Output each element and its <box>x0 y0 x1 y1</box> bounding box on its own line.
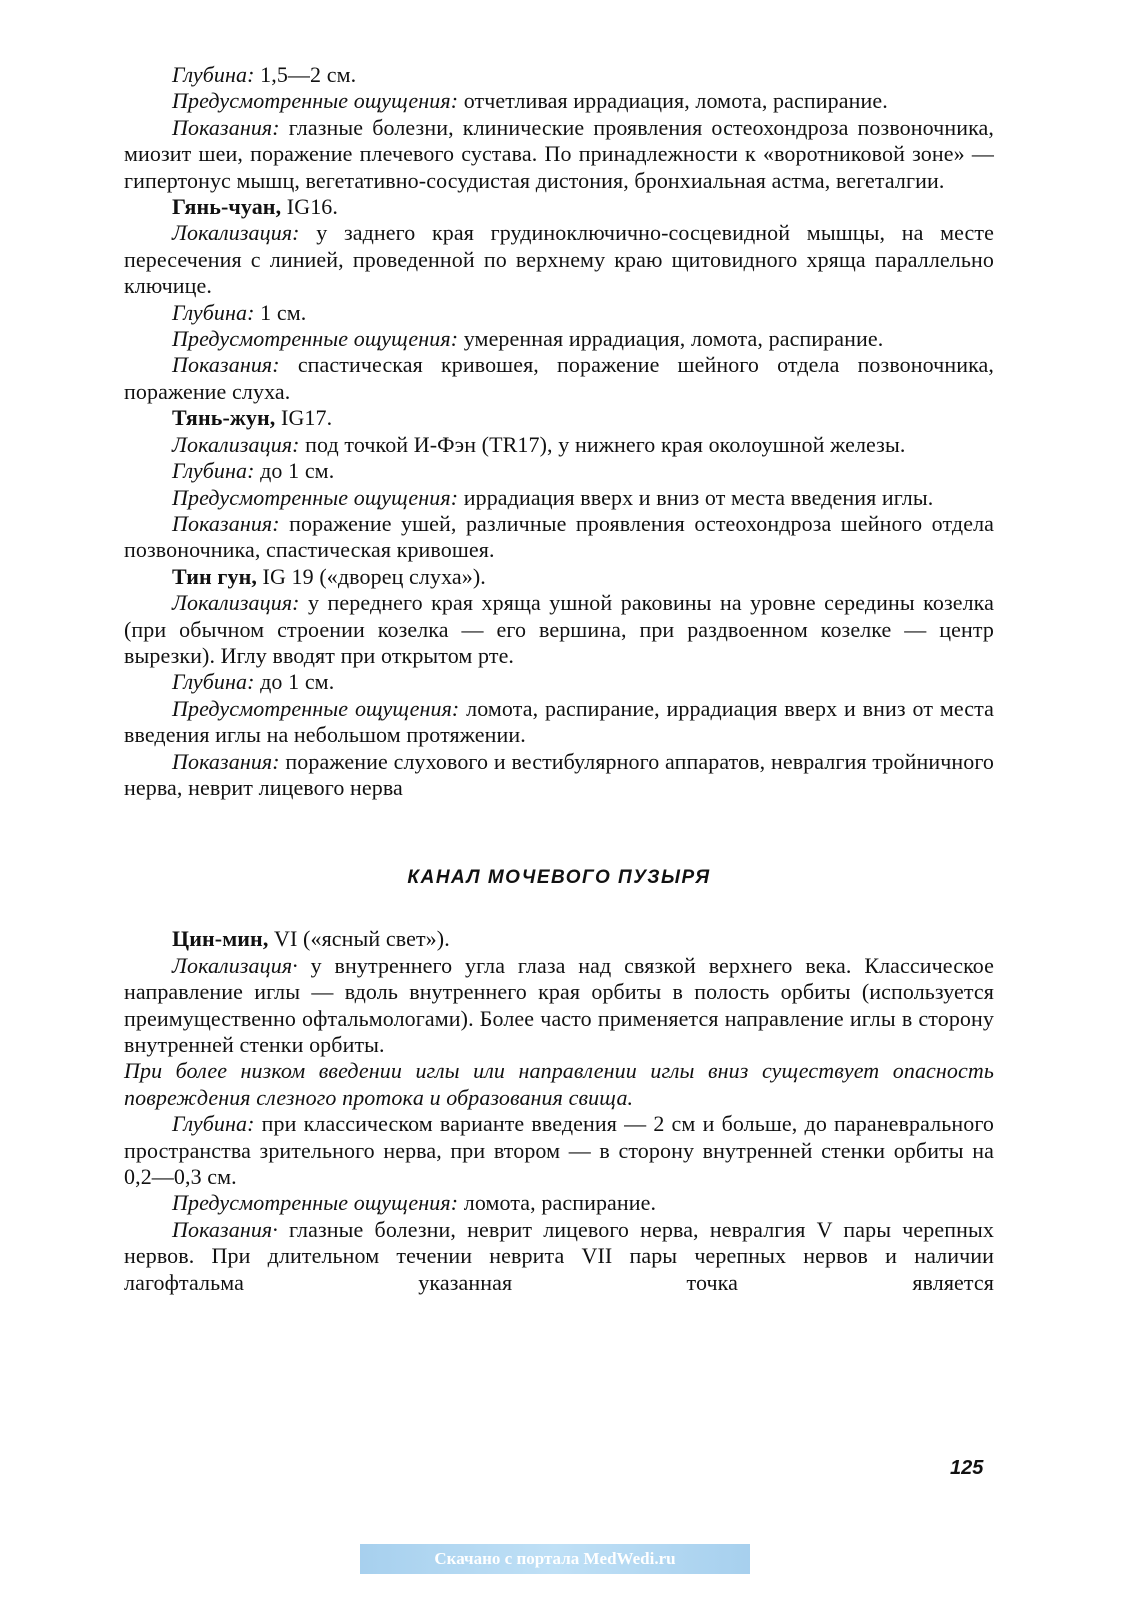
field-label: Показания· <box>172 1216 290 1242</box>
warning-text: При более низком введении иглы или направлении иглы вниз существует опасность повреждения слезного протокa и образования свища. <box>124 1058 994 1110</box>
paragraph-text: глазные болезни, клинические проявления остеохондроза позвоночника, миозит шеи, поражение плечевого сустава. По принадлежности к «воротниковой зоне» — гипертонус мышц, вегетативно-сосудистая дистония, бронхиальная астма, вегеталгии. <box>124 114 994 193</box>
paragraph-text: 1,5—2 см. <box>260 62 357 87</box>
paragraph <box>124 220 994 299</box>
field-label: Глубина: <box>172 669 261 695</box>
field-label: Глубина: <box>172 62 261 87</box>
paragraph-text: отчетливая иррадиация, ломота, распирание. <box>463 88 888 114</box>
point-name: Тин гун, <box>172 563 263 589</box>
field-label: Показания: <box>172 510 290 536</box>
point-name: Гянь-чуан, <box>172 194 287 220</box>
paragraph <box>124 669 994 695</box>
point-name: Тянь-жун, <box>172 405 282 431</box>
field-label: Локализация: <box>172 431 306 457</box>
field-label: Предусмотренные ощущения: <box>172 695 467 721</box>
paragraph-text: IG16. <box>286 194 338 220</box>
paragraph <box>124 115 994 194</box>
paragraph <box>124 1058 994 1111</box>
paragraph <box>124 88 994 114</box>
paragraph-text: ломота, распирание, иррадиация вверх и вниз от места введения иглы на небольшом протяжении. <box>124 695 994 748</box>
paragraph-text: спастическая кривошея, поражение шейного отдела позвоночника, поражение слуха. <box>124 352 994 404</box>
paragraph <box>124 194 994 220</box>
paragraph <box>124 62 994 88</box>
paragraph <box>124 696 994 749</box>
field-label: Глубина: <box>172 1111 262 1137</box>
paragraph <box>124 405 994 431</box>
paragraph <box>124 564 994 590</box>
paragraph <box>124 1190 994 1216</box>
field-label: Показания: <box>172 352 298 378</box>
paragraph <box>124 1217 994 1296</box>
point-name: Цин-мин, <box>172 926 275 952</box>
field-label: Локализация· <box>172 952 311 978</box>
page-body <box>124 62 994 1296</box>
paragraph-text: ломота, распирание. <box>463 1190 657 1216</box>
paragraph <box>124 749 994 802</box>
paragraph-text: умеренная иррадиация, ломота, распирание. <box>463 326 884 352</box>
paragraph <box>124 485 994 511</box>
paragraph <box>124 352 994 405</box>
field-label: Показания: <box>172 114 289 140</box>
paragraph-text: у внутреннего угла глаза над связкой верхнего века. Классическое направление иглы — вдоль внутреннего края орбиты в полость орбиты (используется преимущественно офтальмологами). Более часто применяется направление иглы в сторону внутренней стенки орбиты. <box>124 952 994 1057</box>
paragraph-text: до 1 см. <box>260 458 335 484</box>
paragraph-text: глазные болезни, неврит лицевого нерва, невралгия V пары черепных нервов. При длительном течении неврита VII пары черепных нервов и наличии лагофтальма указанная точка является <box>124 1216 994 1295</box>
field-label: Предусмотренные ощущения: <box>172 484 464 510</box>
paragraph-text: поражение слухового и вестибулярного аппаратов, невралгия тройничного нерва, неврит лицевого нерва <box>124 748 995 800</box>
field-label: Глубина: <box>172 299 261 325</box>
section-small-intestine-points <box>124 62 994 801</box>
paragraph <box>124 326 994 352</box>
paragraph-text: IG 19 («дворец слуха»). <box>262 563 486 589</box>
paragraph-text: под точкой И-Фэн (TR17), у нижнего края околоушной железы. <box>305 431 906 457</box>
field-label: Предусмотренные ощущения: <box>172 88 464 114</box>
section-bladder-points <box>124 926 994 1296</box>
field-label: Локализация: <box>172 590 309 616</box>
field-label: Предусмотренные ощущения: <box>172 326 464 352</box>
paragraph-text: при классическом варианте введения — 2 см и больше, до параневрального пространства зрительного нерва, при втором — в сторону внутренней стенки орбиты на 0,2—0,3 см. <box>124 1111 994 1190</box>
paragraph <box>124 300 994 326</box>
field-label: Глубина: <box>172 458 261 484</box>
paragraph-text: у заднего края грудиноключично-сосцевидной мышцы, на месте пересечения с линией, проведенной по верхнему краю щитовидного хряща параллельно ключице. <box>124 220 994 299</box>
page-number: 125 <box>950 1457 984 1479</box>
paragraph <box>124 953 994 1059</box>
paragraph-text: иррадиация вверх и вниз от места введения иглы. <box>463 484 934 510</box>
paragraph <box>124 1111 994 1190</box>
paragraph <box>124 926 994 952</box>
paragraph-text: VI («ясный свет»). <box>274 926 450 952</box>
paragraph-text: до 1 см. <box>260 669 335 695</box>
paragraph <box>124 590 994 669</box>
field-label: Локализация: <box>172 220 317 246</box>
paragraph-text: поражение ушей, различные проявления остеохондроза шейного отдела позвоночника, спастическая кривошея. <box>124 510 995 563</box>
paragraph-text: IG17. <box>281 405 333 431</box>
paragraph <box>124 458 994 484</box>
paragraph <box>124 432 994 458</box>
field-label: Показания: <box>172 748 286 774</box>
paragraph-text: у переднего края хряща ушной раковины на уровне середины козелка (при обычном строении козелка — его вершина, при раздвоенном козелке — центр вырезки). Иглу вводят при открытом рте. <box>124 590 995 668</box>
section-heading: КАНАЛ МОЧЕВОГО ПУЗЫРЯ <box>407 867 711 889</box>
paragraph-text: 1 см. <box>260 299 307 325</box>
paragraph <box>124 511 994 564</box>
watermark-banner: Скачано с портала MedWedi.ru <box>360 1544 750 1574</box>
field-label: Предусмотренные ощущения: <box>172 1190 464 1216</box>
